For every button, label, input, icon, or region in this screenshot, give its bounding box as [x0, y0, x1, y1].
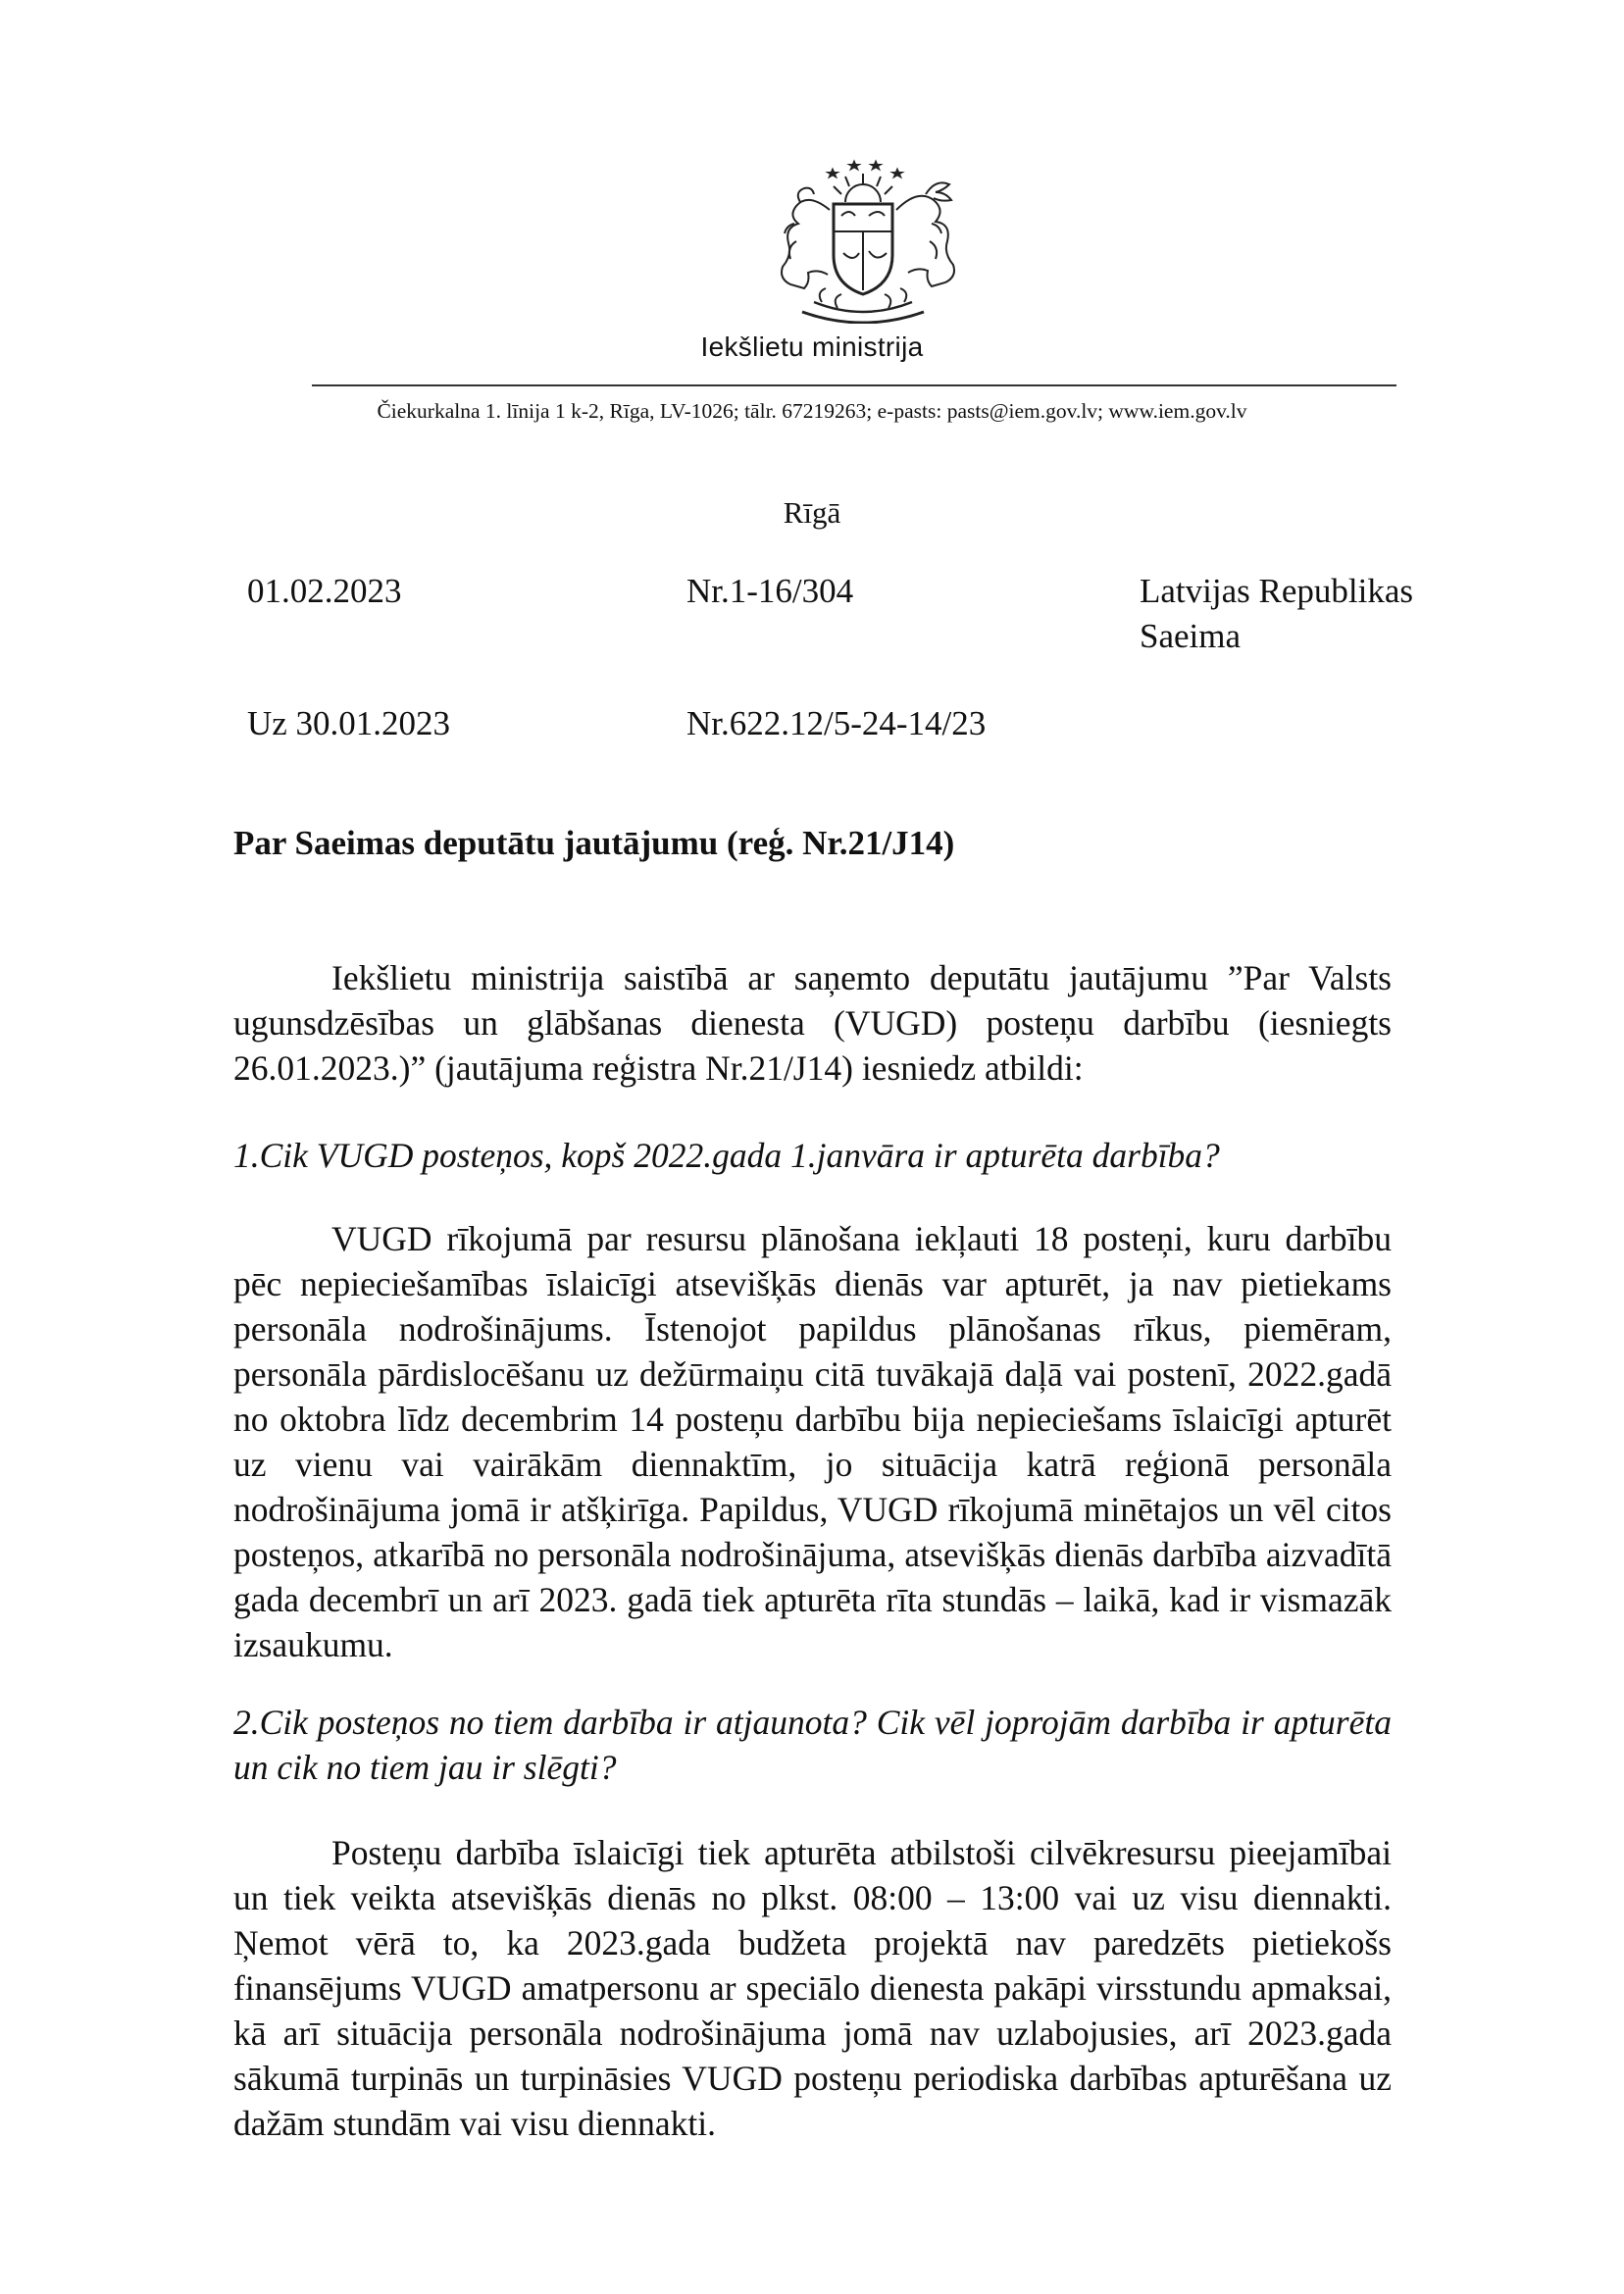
question-1: 1.Cik VUGD posteņos, kopš 2022.gada 1.janvāra ir apturēta darbība?	[233, 1136, 1220, 1175]
intro-paragraph: Iekšlietu ministrija saistībā ar saņemto deputātu jautājumu ”Par Valsts ugunsdzēsības un glābšanas dienesta (VUGD) posteņu darbību (iesniegts 26.01.2023.)” (jautājuma reģistra Nr.21/J14) iesniedz atbildi:	[233, 958, 1392, 1088]
place-of-issue: Rīgā	[783, 495, 841, 530]
ministry-name: Iekšlietu ministrija	[700, 331, 924, 362]
addressee-line-1: Latvijas Republikas	[1140, 572, 1413, 610]
coat-of-arms-icon	[743, 155, 979, 324]
document-number: Nr.1-16/304	[686, 572, 854, 610]
document-date: 01.02.2023	[247, 572, 402, 610]
reference-number: Nr.622.12/5-24-14/23	[686, 704, 987, 742]
addressee-line-2: Saeima	[1140, 617, 1242, 655]
question-2: 2.Cik posteņos no tiem darbība ir atjaunota? Cik vēl joprojām darbība ir apturēta un cik no tiem jau ir slēgti?	[233, 1703, 1392, 1787]
reference-date: Uz 30.01.2023	[247, 704, 451, 742]
answer-1: VUGD rīkojumā par resursu plānošana iekļauti 18 posteņi, kuru darbību pēc nepieciešamības īslaicīgi atsevišķās dienās var apturēt, ja nav pietiekams personāla nodrošinājums. Īstenojot papildus plānošanas rīkus, piemēram, personāla pārdislocēšanu uz dežūrmaiņu citā tuvākajā daļā vai postenī, 2022.gadā no oktobra līdz decembrim 14 posteņu darbību bija nepieciešams īslaicīgi apturēt uz vienu vai vairākām diennaktīm, jo situācija katrā reģionā personāla nodrošinājuma jomā ir atšķirīga. Papildus, VUGD rīkojumā minētajos un vēl citos posteņos, atkarībā no personāla nodrošinājuma, atsevišķās dienās darbība aizvadītā gada decembrī un arī 2023. gadā tiek apturēta rīta stundās – laikā, kad ir vismazāk izsaukumu.	[233, 1219, 1392, 1664]
header-divider	[312, 384, 1396, 386]
letter-subject: Par Saeimas deputātu jautājumu (reģ. Nr.21/J14)	[233, 824, 955, 862]
answer-2: Posteņu darbība īslaicīgi tiek apturēta atbilstoši cilvēkresursu pieejamībai un tiek veikta atsevišķās dienās no plkst. 08:00 – 13:00 vai uz visu diennakti. Ņemot vērā to, ka 2023.gada budžeta projektā nav paredzēts pietiekošs finansējums VUGD amatpersonu ar speciālo dienesta pakāpi virsstundu apmaksai, kā arī situācija personāla nodrošinājuma jomā nav uzlabojusies, arī 2023.gada sākumā turpinās un turpināsies VUGD posteņu periodiska darbības apturēšana uz dažām stundām vai visu diennakti.	[233, 1833, 1392, 2143]
contact-line: Čiekurkalna 1. līnija 1 k-2, Rīga, LV-1026; tālr. 67219263; e-pasts: pasts@iem.gov.lv; www.iem.gov.lv	[377, 399, 1247, 423]
